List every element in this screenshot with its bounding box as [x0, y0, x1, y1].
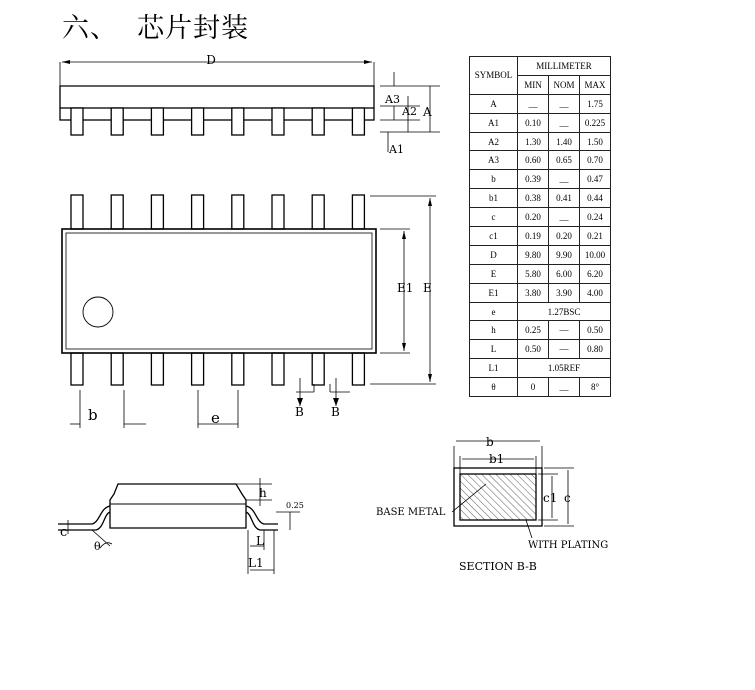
- top-lead-upper: [71, 195, 83, 229]
- col-min: MIN: [518, 75, 549, 94]
- label-e: e: [211, 409, 220, 427]
- table-row: [470, 283, 611, 302]
- label-L1: L1: [248, 556, 264, 570]
- cell-symbol: b1: [470, 189, 518, 208]
- top-lead-lower: [192, 353, 204, 385]
- section-title: SECTION B-B: [459, 560, 537, 573]
- cell-min: 0.20: [518, 208, 549, 227]
- top-lead-lower: [352, 353, 364, 385]
- table-row: [470, 264, 611, 283]
- cell-symbol: L1: [470, 359, 518, 378]
- cell-nom: 6.00: [549, 264, 580, 283]
- label-c: c: [60, 525, 68, 540]
- cell-max: 8°: [580, 378, 611, 397]
- label-A2: A2: [402, 105, 417, 118]
- cell-max: 0.44: [580, 189, 611, 208]
- cell-min: 0.25: [518, 321, 549, 340]
- dimension-table: [469, 56, 611, 397]
- cell-symbol: E: [470, 264, 518, 283]
- cell-max: 0.80: [580, 340, 611, 359]
- cell-min: __: [518, 94, 549, 113]
- cell-nom: —: [549, 340, 580, 359]
- cell-symbol: A2: [470, 132, 518, 151]
- table-row: [470, 227, 611, 246]
- cell-symbol: A1: [470, 113, 518, 132]
- label-h: h: [259, 486, 267, 500]
- top-view: [62, 195, 436, 428]
- table-row: [470, 359, 611, 378]
- cell-max: 0.21: [580, 227, 611, 246]
- cell-min: 0.38: [518, 189, 549, 208]
- table-row: [470, 302, 611, 321]
- col-max: MAX: [580, 75, 611, 94]
- label-section-b: b: [486, 435, 494, 449]
- cell-symbol: D: [470, 245, 518, 264]
- cell-min: 0: [518, 378, 549, 397]
- label-A: A: [423, 105, 432, 119]
- top-lead-upper: [352, 195, 364, 229]
- label-E1: E1: [397, 281, 414, 295]
- top-lead-lower: [151, 353, 163, 385]
- cell-nom: 0.65: [549, 151, 580, 170]
- cell-min: 5.80: [518, 264, 549, 283]
- table-row: [470, 321, 611, 340]
- cell-max: 1.50: [580, 132, 611, 151]
- right-lead-bottom: [246, 512, 278, 530]
- label-D: D: [206, 53, 216, 67]
- left-lead-top: [58, 506, 110, 524]
- table-row: [470, 245, 611, 264]
- cell-nom: 0.41: [549, 189, 580, 208]
- col-nom: NOM: [549, 75, 580, 94]
- cell-symbol: h: [470, 321, 518, 340]
- table-row: [470, 189, 611, 208]
- cell-nom: 9.90: [549, 245, 580, 264]
- table-row: [470, 208, 611, 227]
- top-body-inner: [66, 233, 372, 349]
- table-row: [470, 94, 611, 113]
- top-lead-upper: [272, 195, 284, 229]
- table-row: [470, 151, 611, 170]
- pin1-marker: [83, 297, 113, 327]
- cell-max: 4.00: [580, 283, 611, 302]
- top-leads-upper: [71, 195, 364, 229]
- label-c1: c1: [543, 491, 558, 505]
- cell-max: 0.70: [580, 151, 611, 170]
- col-symbol: SYMBOL: [470, 57, 518, 95]
- side-lead: [232, 108, 244, 135]
- label-0.25: 0.25: [286, 501, 304, 510]
- cell-nom: 3.90: [549, 283, 580, 302]
- label-L: L: [256, 534, 264, 548]
- cell-min: 1.30: [518, 132, 549, 151]
- side-lead: [111, 108, 123, 135]
- col-group-millimeter: MILLIMETER: [518, 57, 611, 76]
- cell-symbol: A: [470, 94, 518, 113]
- cell-symbol: θ: [470, 378, 518, 397]
- top-lead-upper: [232, 195, 244, 229]
- top-lead-lower: [232, 353, 244, 385]
- label-b: b: [88, 406, 98, 424]
- cell-max: 0.24: [580, 208, 611, 227]
- cell-nom: 1.40: [549, 132, 580, 151]
- cell-min: 3.80: [518, 283, 549, 302]
- cell-nom: __: [549, 208, 580, 227]
- top-lead-lower: [312, 353, 324, 385]
- label-base-metal: BASE METAL: [376, 507, 446, 518]
- cell-symbol: e: [470, 302, 518, 321]
- cell-nom: __: [549, 113, 580, 132]
- label-with-plating: WITH PLATING: [528, 540, 609, 551]
- cell-nom: __: [549, 378, 580, 397]
- label-section-b1: b1: [489, 452, 505, 466]
- right-lead-top: [246, 506, 278, 524]
- table-row: [470, 132, 611, 151]
- cell-min: 0.60: [518, 151, 549, 170]
- table-row: [470, 113, 611, 132]
- side-lead: [312, 108, 324, 135]
- cell-max: 0.50: [580, 321, 611, 340]
- top-body: [62, 229, 376, 353]
- side-lead: [192, 108, 204, 135]
- end-body: [110, 484, 246, 528]
- cell-min: 0.50: [518, 340, 549, 359]
- side-leads: [71, 108, 364, 135]
- top-lead-upper: [111, 195, 123, 229]
- cell-max: 0.225: [580, 113, 611, 132]
- cell-max: 1.75: [580, 94, 611, 113]
- section-b-b: [452, 441, 574, 538]
- top-lead-upper: [151, 195, 163, 229]
- label-theta: θ: [94, 540, 101, 553]
- label-E: E: [423, 281, 432, 295]
- cell-symbol: L: [470, 340, 518, 359]
- table-row: [470, 170, 611, 189]
- cell-max: 6.20: [580, 264, 611, 283]
- section-base-metal: [460, 474, 536, 520]
- table-row: [470, 340, 611, 359]
- top-lead-lower: [71, 353, 83, 385]
- label-A3: A3: [385, 93, 400, 106]
- top-lead-upper: [192, 195, 204, 229]
- side-lead: [151, 108, 163, 135]
- top-lead-lower: [111, 353, 123, 385]
- cell-min: 0.39: [518, 170, 549, 189]
- side-body-edge: [60, 108, 374, 120]
- cell-max: 0.47: [580, 170, 611, 189]
- cell-symbol: E1: [470, 283, 518, 302]
- top-leads-lower: [71, 353, 364, 385]
- top-lead-lower: [272, 353, 284, 385]
- cell-symbol: c1: [470, 227, 518, 246]
- cell-nom: __: [549, 94, 580, 113]
- cell-nom: __: [549, 170, 580, 189]
- cell-symbol: b: [470, 170, 518, 189]
- cell-symbol: A3: [470, 151, 518, 170]
- cell-max: 10.00: [580, 245, 611, 264]
- cell-nom: 0.20: [549, 227, 580, 246]
- cell-min: 0.10: [518, 113, 549, 132]
- side-lead: [272, 108, 284, 135]
- top-lead-upper: [312, 195, 324, 229]
- table-row: [470, 378, 611, 397]
- side-lead: [352, 108, 364, 135]
- cell-span: 1.27BSC: [518, 302, 611, 321]
- side-lead: [71, 108, 83, 135]
- table-body: [470, 94, 611, 396]
- label-section-c: c: [564, 491, 571, 505]
- cell-min: 9.80: [518, 245, 549, 264]
- label-B-left: B: [295, 405, 304, 419]
- label-B-right: B: [331, 405, 340, 419]
- side-body-top: [60, 86, 374, 108]
- side-view: [60, 60, 440, 152]
- cell-span: 1.05REF: [518, 359, 611, 378]
- cell-symbol: c: [470, 208, 518, 227]
- label-A1: A1: [389, 143, 404, 156]
- cell-nom: —: [549, 321, 580, 340]
- cell-min: 0.19: [518, 227, 549, 246]
- page-title: 六、 芯片封装: [62, 13, 250, 44]
